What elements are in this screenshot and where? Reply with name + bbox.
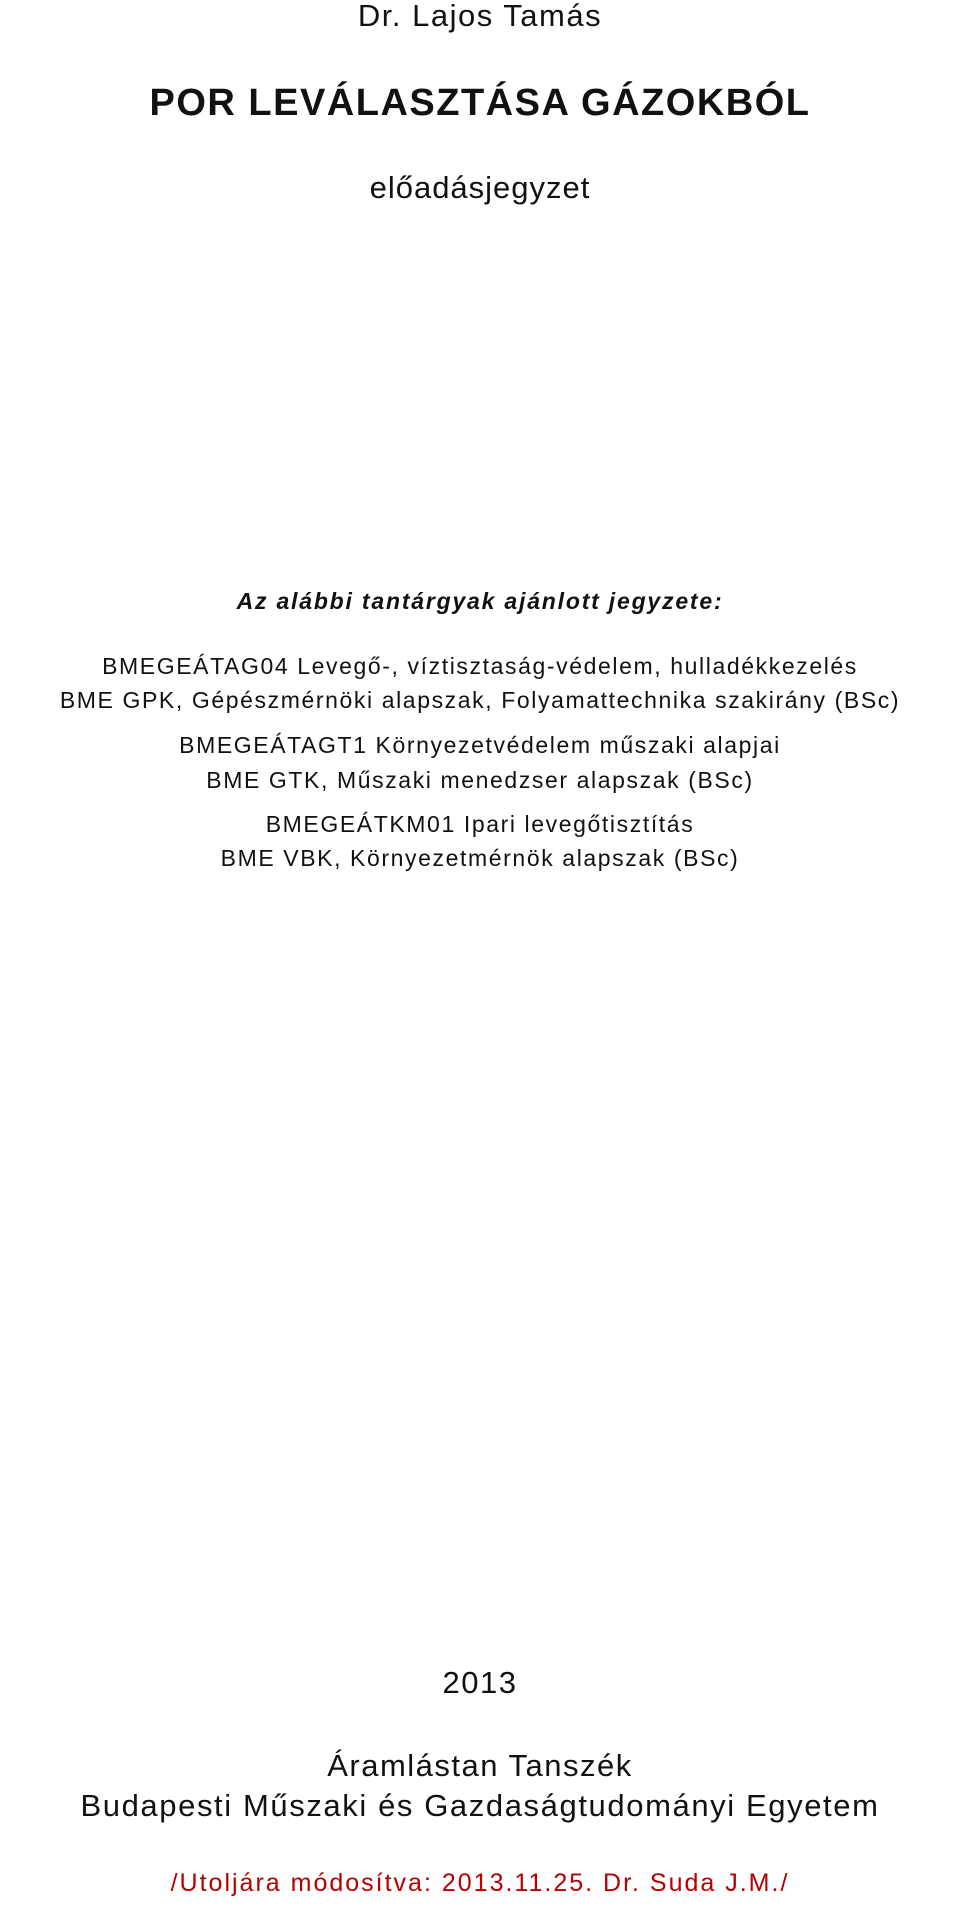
course-name-2: BMEGEÁTAGT1 Környezetvédelem műszaki alapjai <box>179 732 781 758</box>
publication-year: 2013 <box>442 1665 518 1700</box>
course-program-2: BME GTK, Műszaki menedzser alapszak (BSc) <box>206 767 754 793</box>
last-modified-note: /Utoljára módosítva: 2013.11.25. Dr. Suda J.M./ <box>170 1869 790 1897</box>
recommended-courses-heading: Az alábbi tantárgyak ajánlott jegyzete: <box>236 588 724 614</box>
course-name-3: BMEGEÁTKM01 Ipari levegőtisztítás <box>265 811 695 837</box>
department-name: Áramlástan Tanszék <box>327 1748 633 1783</box>
document-title: POR LEVÁLASZTÁSA GÁZOKBÓL <box>149 82 811 124</box>
course-name-1: BMEGEÁTAG04 Levegő-, víztisztaság-védelem, hulladékkezelés <box>102 653 858 679</box>
university-name: Budapesti Műszaki és Gazdaságtudományi Egyetem <box>80 1788 880 1823</box>
document-subtitle: előadásjegyzet <box>369 170 591 205</box>
course-program-1: BME GPK, Gépészmérnöki alapszak, Folyamattechnika szakirány (BSc) <box>59 687 901 713</box>
course-program-3: BME VBK, Környezetmérnök alapszak (BSc) <box>220 845 740 871</box>
author-name: Dr. Lajos Tamás <box>357 0 603 33</box>
